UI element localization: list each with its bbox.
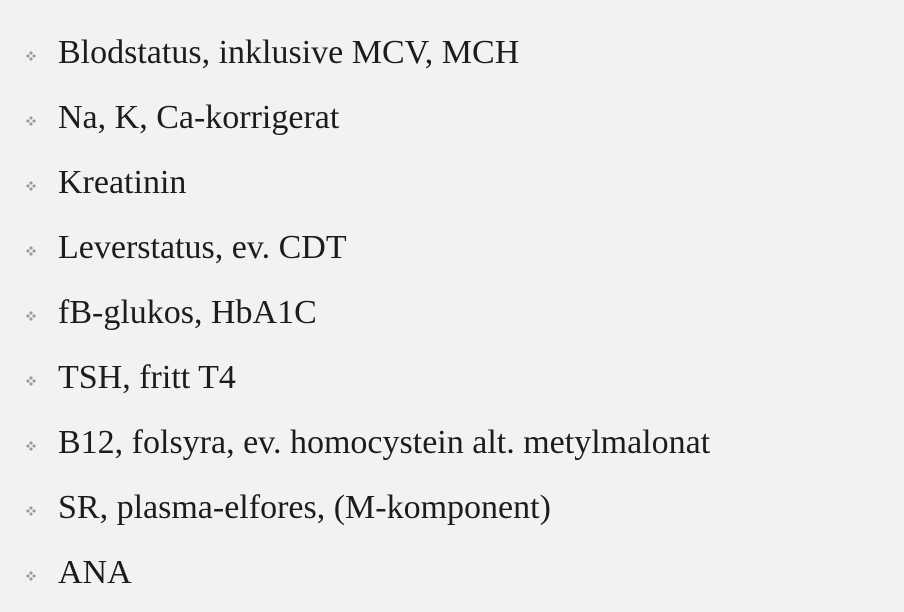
list-item: [26, 280, 710, 345]
list-item-text: Blodstatus, inklusive MCV, MCH: [58, 33, 520, 71]
list-item: [26, 20, 710, 85]
list-item: [26, 475, 710, 540]
list-item: [26, 345, 710, 410]
list-item-text: Na, K, Ca-korrigerat: [58, 98, 340, 136]
list-item: [26, 540, 710, 605]
diamond-cluster-icon: [26, 246, 36, 256]
list-item-text: Kreatinin: [58, 163, 187, 201]
diamond-cluster-icon: [26, 571, 36, 581]
diamond-cluster-icon: [26, 181, 36, 191]
diamond-cluster-icon: [26, 376, 36, 386]
list-item-text: TSH, fritt T4: [58, 358, 236, 396]
diamond-cluster-icon: [26, 441, 36, 451]
list-item: [26, 85, 710, 150]
list-item: [26, 215, 710, 280]
diamond-cluster-icon: [26, 506, 36, 516]
diamond-cluster-icon: [26, 51, 36, 61]
list-item-text: Leverstatus, ev. CDT: [58, 228, 347, 266]
list-item-text: SR, plasma-elfores, (M-komponent): [58, 488, 551, 526]
list-item-text: B12, folsyra, ev. homocystein alt. metylmalonat: [58, 423, 711, 461]
diamond-cluster-icon: [26, 116, 36, 126]
list-item: [26, 150, 710, 215]
list-item-text: fB-glukos, HbA1C: [58, 293, 317, 331]
list-item-text: ANA: [58, 553, 132, 591]
bullet-list: [26, 20, 710, 605]
list-item: [26, 410, 710, 475]
diamond-cluster-icon: [26, 311, 36, 321]
